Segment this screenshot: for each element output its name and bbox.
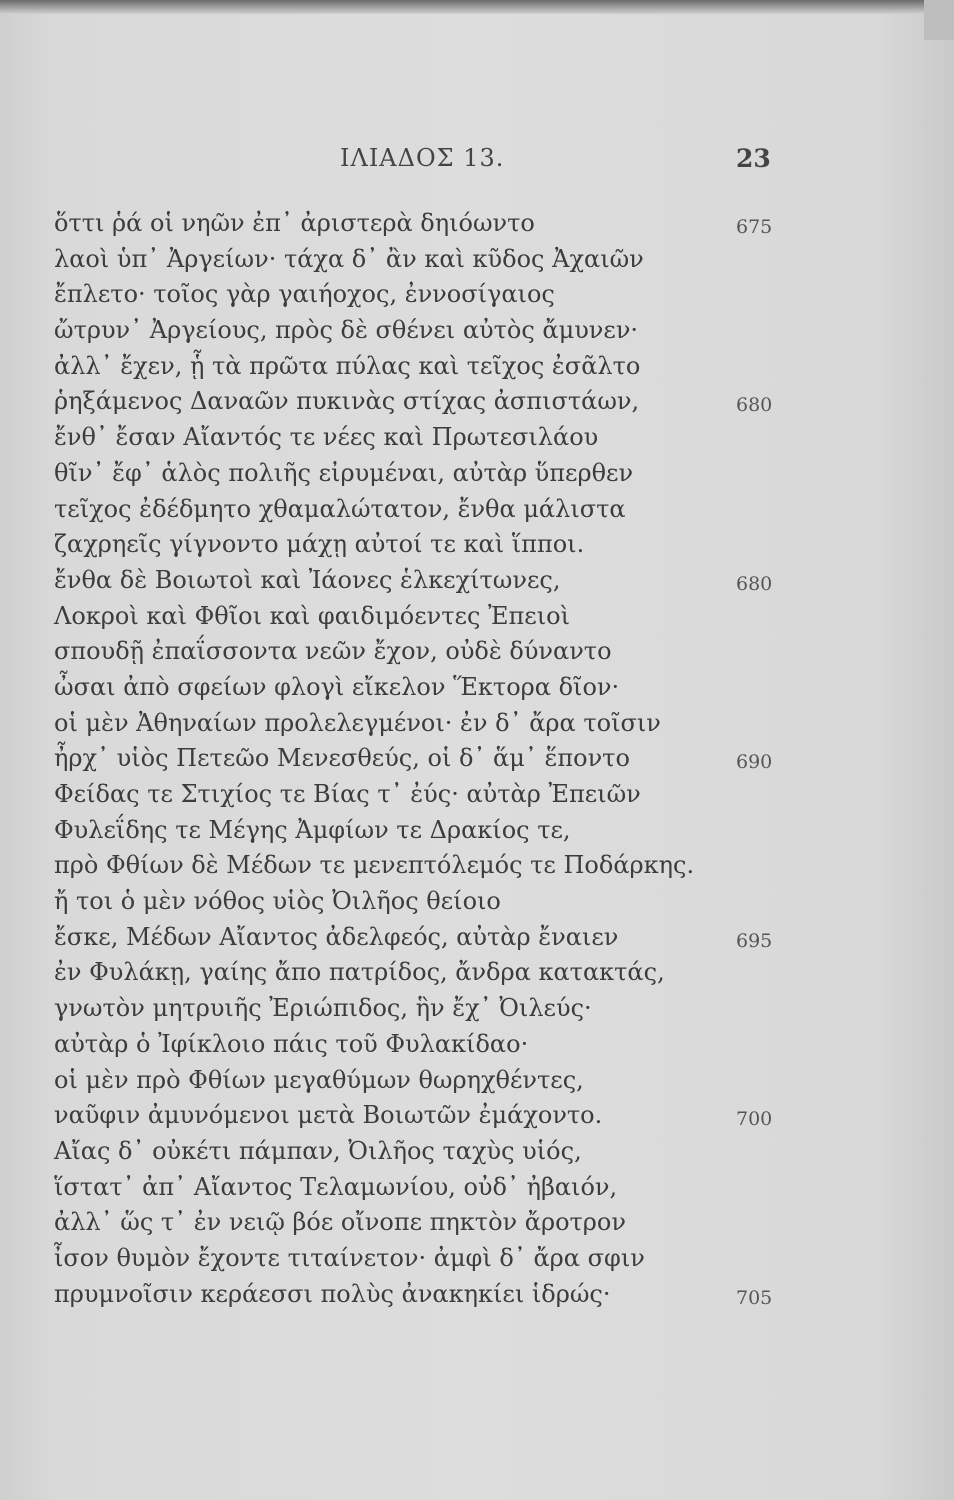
verse-line (54, 313, 744, 349)
page-number: 23 (736, 144, 771, 173)
verse-line (54, 920, 773, 956)
verse-line (54, 563, 773, 599)
verse-text: Αἴας δ᾽ οὐκέτι πάμπαν, Ὀιλῆος ταχὺς υἱός, (54, 1136, 582, 1165)
verse-text: ἤ τοι ὁ μὲν νόθος υἱὸς Ὀιλῆος θείοιο (54, 887, 501, 916)
verse-block (54, 206, 773, 1312)
line-number: 680 (736, 572, 773, 595)
verse-text: Φυλεΐδης τε Μέγης Ἀμφίων τε Δρακίος τε, (54, 815, 571, 844)
verse-text: ἔνθα δὲ Βοιωτοὶ καὶ Ἰάονες ἑλκεχίτωνες, (54, 565, 561, 594)
verse-text: γνωτὸν μητρυιῆς Ἐριώπιδος, ἣν ἔχ᾽ Ὀιλεύς· (54, 994, 592, 1023)
verse-text: ἔσκε, Μέδων Αἴαντος ἀδελφεός, αὐτὰρ ἔναιεν (54, 922, 619, 951)
verse-text: οἱ μὲν πρὸ Φθίων μεγαθύμων θωρηχθέντες, (54, 1065, 584, 1094)
verse-line (54, 634, 744, 670)
verse-line (54, 884, 744, 920)
verse-line (54, 349, 744, 385)
scan-edge (0, 0, 954, 14)
verse-text: Φείδας τε Στιχίος τε Βίας τ᾽ ἐύς· αὐτὰρ Ἐπειῶν (54, 780, 641, 808)
scan-corner (924, 0, 954, 40)
verse-text: ζαχρηεῖς γίγνοντο μάχῃ αὐτοί τε καὶ ἵπποι. (54, 530, 585, 559)
verse-text: ῥηξάμενος Δαναῶν πυκινὰς στίχας ἀσπιστάων, (54, 387, 640, 416)
line-number: 680 (736, 394, 773, 417)
verse-text: ναῦφιν ἀμυνόμενοι μετὰ Βοιωτῶν ἐμάχοντο. (54, 1101, 603, 1130)
verse-line (54, 991, 744, 1027)
verse-line (54, 1098, 773, 1134)
verse-line (54, 706, 744, 742)
verse-text: θῖν᾽ ἔφ᾽ ἁλὸς πολιῆς εἰρυμέναι, αὐτὰρ ὕπερθεν (54, 458, 634, 487)
verse-line (54, 813, 744, 849)
verse-line (54, 1063, 744, 1099)
verse-text: Λοκροὶ καὶ Φθῖοι καὶ φαιδιμόεντες Ἐπειοὶ (54, 601, 570, 630)
verse-line (54, 527, 744, 563)
verse-line (54, 777, 744, 813)
verse-text: πρὸ Φθίων δὲ Μέδων τε μενεπτόλεμός τε Ποδάρκης. (54, 851, 695, 880)
verse-line (54, 741, 773, 777)
verse-text: αὐτὰρ ὁ Ἰφίκλοιο πάις τοῦ Φυλακίδαο· (54, 1029, 529, 1058)
verse-text: τεῖχος ἐδέδμητο χθαμαλώτατον, ἔνθα μάλιστα (54, 494, 626, 523)
verse-line (54, 384, 773, 420)
verse-line (54, 242, 744, 278)
verse-text: ἔνθ᾽ ἔσαν Αἴαντός τε νέες καὶ Πρωτεσιλάου (54, 423, 599, 452)
verse-line (54, 1027, 744, 1063)
verse-line (54, 1205, 744, 1241)
verse-line (54, 670, 744, 706)
verse-line (54, 955, 744, 991)
verse-line (54, 1241, 744, 1277)
verse-text: σπουδῇ ἐπαΐσσοντα νεῶν ἔχον, οὐδὲ δύναντο (54, 637, 612, 666)
running-head: ΙΛΙΑΔΟΣ 13. (340, 144, 505, 172)
verse-text: λαοὶ ὑπ᾽ Ἀργείων· τάχα δ᾽ ἂν καὶ κῦδος Ἀχαιῶν (54, 244, 644, 273)
verse-text: ἶσον θυμὸν ἔχοντε τιταίνετον· ἀμφὶ δ᾽ ἄρα σφιν (54, 1243, 645, 1272)
line-number: 690 (736, 751, 773, 774)
verse-text: ὤτρυν᾽ Ἀργείους, πρὸς δὲ σθένει αὐτὸς ἄμυνεν· (54, 316, 639, 345)
verse-line (54, 277, 744, 313)
verse-line (54, 206, 773, 242)
verse-text: ἀλλ᾽ ἔχεν, ᾗ τὰ πρῶτα πύλας καὶ τεῖχος ἐσᾶλτο (54, 351, 641, 380)
verse-text: οἱ μὲν Ἀθηναίων προλελεγμένοι· ἐν δ᾽ ἄρα τοῖσιν (54, 708, 661, 737)
verse-line (54, 848, 744, 884)
verse-text: ἔπλετο· τοῖος γὰρ γαιήοχος, ἐννοσίγαιος (54, 280, 555, 309)
verse-text: ἀλλ᾽ ὥς τ᾽ ἐν νειῷ βόε οἴνοπε πηκτὸν ἄροτρον (54, 1208, 626, 1237)
verse-line (54, 1170, 744, 1206)
line-number: 675 (736, 216, 773, 238)
line-number: 695 (736, 929, 773, 952)
verse-text: ὦσαι ἀπὸ σφείων φλογὶ εἴκελον Ἕκτορα δῖον· (54, 672, 620, 701)
verse-text: ὅττι ῥά οἱ νηῶν ἐπ᾽ ἀριστερὰ δηιόωντο (54, 209, 535, 237)
line-number: 705 (736, 1286, 773, 1309)
verse-text: ἦρχ᾽ υἱὸς Πετεῶο Μενεσθεύς, οἱ δ᾽ ἅμ᾽ ἕποντο (54, 744, 630, 773)
verse-line (54, 492, 744, 528)
line-number: 700 (736, 1108, 773, 1131)
verse-line (54, 420, 744, 456)
verse-line (54, 599, 744, 635)
verse-line (54, 1134, 744, 1170)
verse-line (54, 456, 744, 492)
verse-line (54, 1277, 773, 1313)
verse-text: ἐν Φυλάκῃ, γαίης ἄπο πατρίδος, ἄνδρα κατακτάς, (54, 958, 665, 987)
verse-text: ἵστατ᾽ ἀπ᾽ Αἴαντος Τελαμωνίου, οὐδ᾽ ἠβαιόν, (54, 1172, 618, 1201)
verse-text: πρυμνοῖσιν κεράεσσι πολὺς ἀνακηκίει ἱδρώς· (54, 1279, 611, 1308)
